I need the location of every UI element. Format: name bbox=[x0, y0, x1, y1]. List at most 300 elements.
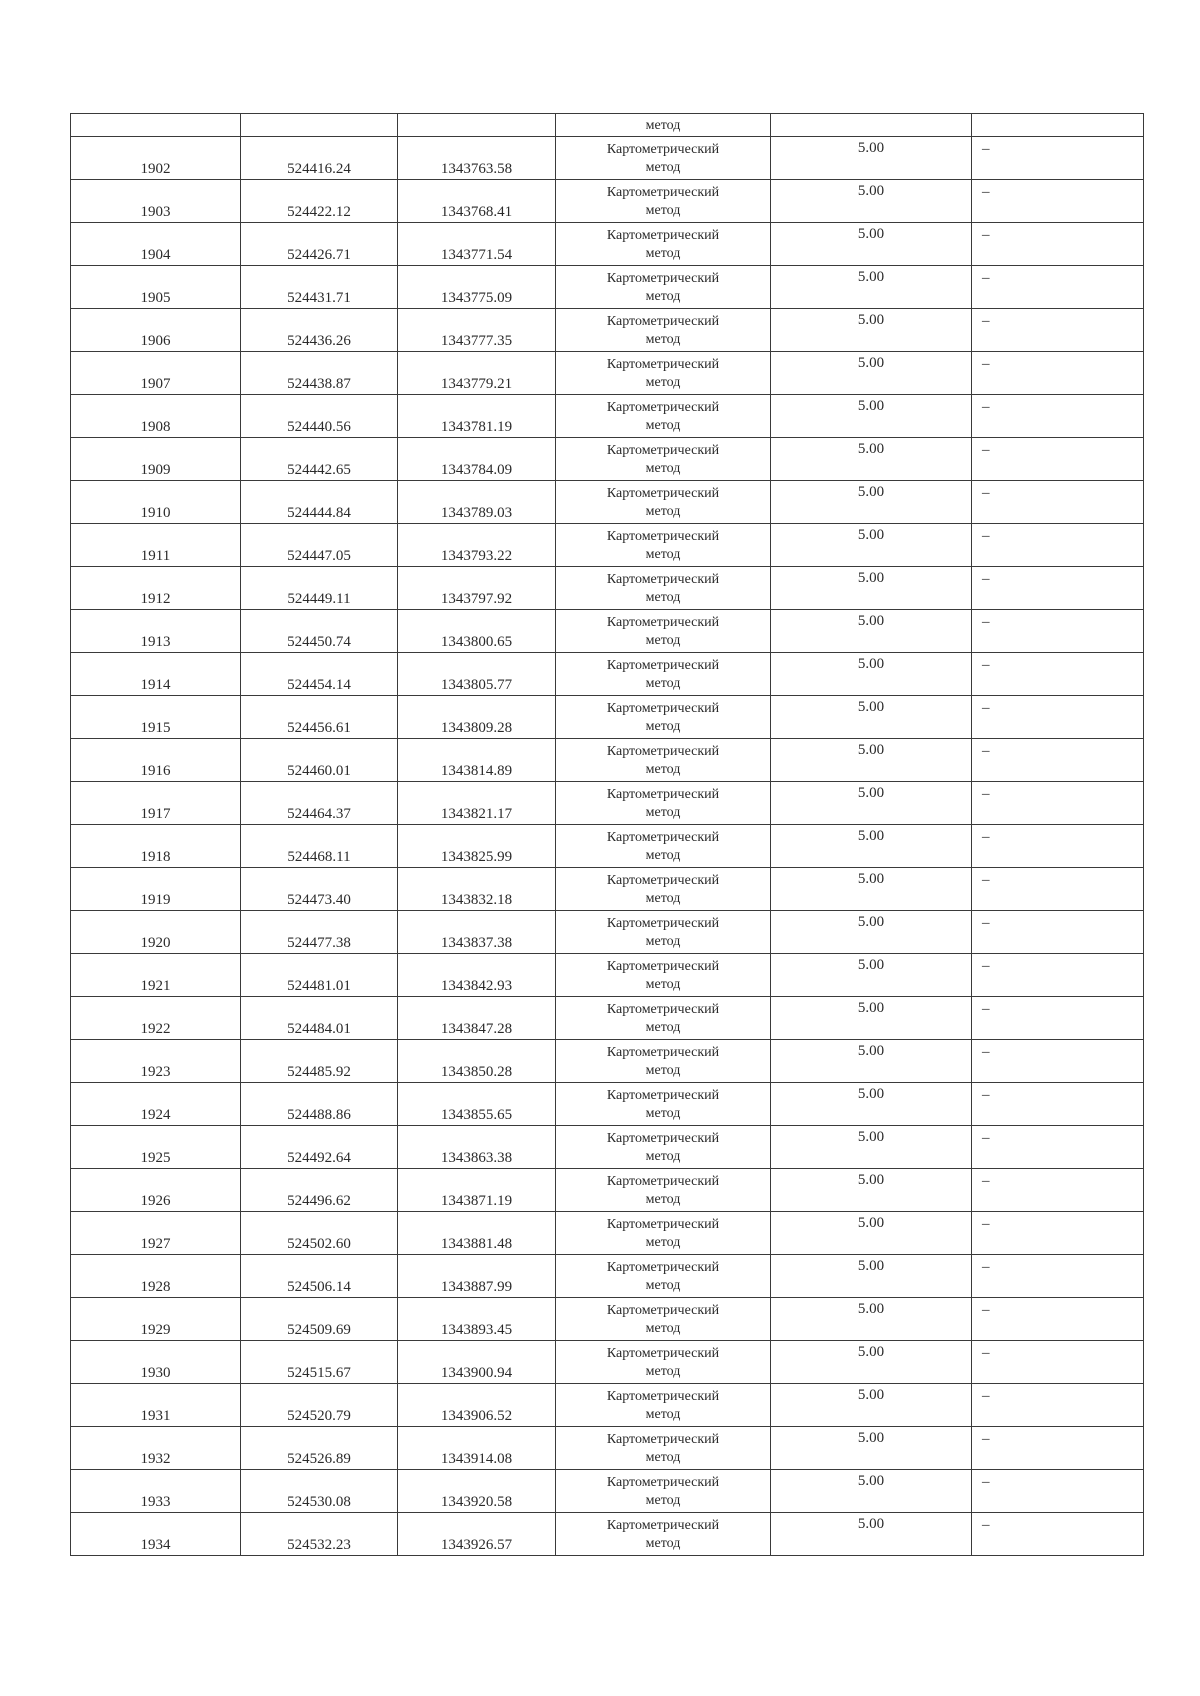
y-coordinate: 1343814.89 bbox=[440, 763, 513, 779]
method-line-1: Картометрический bbox=[606, 571, 720, 587]
table-row bbox=[71, 610, 1144, 653]
error-value: 5.00 bbox=[857, 785, 885, 801]
method-cell bbox=[556, 1513, 771, 1556]
point-number: 1914 bbox=[140, 677, 171, 693]
y-cell bbox=[398, 954, 556, 997]
note-cell bbox=[972, 438, 1144, 481]
point-number: 1912 bbox=[140, 591, 171, 607]
note-value: – bbox=[982, 700, 990, 716]
note-cell bbox=[972, 524, 1144, 567]
note-cell bbox=[972, 696, 1144, 739]
y-coordinate: 1343863.38 bbox=[440, 1150, 513, 1166]
error-value: 5.00 bbox=[857, 914, 885, 930]
y-cell bbox=[398, 137, 556, 180]
table-row bbox=[71, 1513, 1144, 1556]
y-coordinate: 1343763.58 bbox=[440, 161, 513, 177]
x-coordinate: 524509.69 bbox=[287, 1322, 351, 1338]
error-value: 5.00 bbox=[857, 441, 885, 457]
note-value: – bbox=[982, 614, 990, 630]
point-cell bbox=[71, 524, 241, 567]
method-line-2: метод bbox=[645, 976, 681, 992]
point-cell bbox=[71, 610, 241, 653]
table-row bbox=[71, 1427, 1144, 1470]
error-cell bbox=[771, 868, 972, 911]
error-cell bbox=[771, 309, 972, 352]
x-coordinate: 524422.12 bbox=[287, 204, 351, 220]
table-row bbox=[71, 1083, 1144, 1126]
table-row bbox=[71, 266, 1144, 309]
point-cell bbox=[71, 868, 241, 911]
error-value: 5.00 bbox=[857, 570, 885, 586]
error-cell bbox=[771, 1169, 972, 1212]
error-value: 5.00 bbox=[857, 1258, 885, 1274]
x-cell bbox=[241, 223, 398, 266]
method-cell bbox=[556, 1341, 771, 1384]
point-number: 1918 bbox=[140, 849, 171, 865]
method-cell bbox=[556, 696, 771, 739]
note-value: – bbox=[982, 958, 990, 974]
x-cell bbox=[241, 180, 398, 223]
note-value: – bbox=[982, 399, 990, 415]
method-line-1: Картометрический bbox=[606, 184, 720, 200]
y-cell bbox=[398, 997, 556, 1040]
point-number: 1904 bbox=[140, 247, 171, 263]
table-row bbox=[71, 1212, 1144, 1255]
note-value: – bbox=[982, 485, 990, 501]
point-cell bbox=[71, 1040, 241, 1083]
error-value: 5.00 bbox=[857, 1344, 885, 1360]
note-cell bbox=[972, 782, 1144, 825]
method-line-1: Картометрический bbox=[606, 958, 720, 974]
error-cell bbox=[771, 266, 972, 309]
note-value: – bbox=[982, 1302, 990, 1318]
x-cell bbox=[241, 395, 398, 438]
error-cell bbox=[771, 1341, 972, 1384]
error-value: 5.00 bbox=[857, 1301, 885, 1317]
point-number: 1927 bbox=[140, 1236, 171, 1252]
note-cell bbox=[972, 1083, 1144, 1126]
point-number: 1923 bbox=[140, 1064, 171, 1080]
x-coordinate: 524481.01 bbox=[287, 978, 351, 994]
x-coordinate: 524464.37 bbox=[287, 806, 351, 822]
x-coordinate: 524473.40 bbox=[287, 892, 351, 908]
note-cell bbox=[972, 610, 1144, 653]
point-cell bbox=[71, 309, 241, 352]
point-cell bbox=[71, 1083, 241, 1126]
table-row bbox=[71, 997, 1144, 1040]
point-number: 1915 bbox=[140, 720, 171, 736]
point-cell bbox=[71, 954, 241, 997]
note-value: – bbox=[982, 528, 990, 544]
method-line-2: метод bbox=[645, 503, 681, 519]
y-cell bbox=[398, 1126, 556, 1169]
table-row bbox=[71, 911, 1144, 954]
table-row bbox=[71, 1255, 1144, 1298]
y-coordinate: 1343809.28 bbox=[440, 720, 513, 736]
y-cell bbox=[398, 180, 556, 223]
table-row bbox=[71, 868, 1144, 911]
note-value: – bbox=[982, 1431, 990, 1447]
x-coordinate: 524444.84 bbox=[287, 505, 351, 521]
note-cell bbox=[972, 1470, 1144, 1513]
note-value: – bbox=[982, 270, 990, 286]
note-cell bbox=[972, 1427, 1144, 1470]
point-cell bbox=[71, 782, 241, 825]
error-value: 5.00 bbox=[857, 183, 885, 199]
error-value: 5.00 bbox=[857, 1086, 885, 1102]
y-coordinate: 1343855.65 bbox=[440, 1107, 513, 1123]
x-cell bbox=[241, 352, 398, 395]
method-cell bbox=[556, 1126, 771, 1169]
error-value: 5.00 bbox=[857, 1000, 885, 1016]
method-line-1: Картометрический bbox=[606, 1431, 720, 1447]
x-coordinate: 524440.56 bbox=[287, 419, 351, 435]
error-cell bbox=[771, 395, 972, 438]
note-cell bbox=[972, 1513, 1144, 1556]
error-value: 5.00 bbox=[857, 1172, 885, 1188]
y-cell bbox=[398, 825, 556, 868]
x-cell bbox=[241, 911, 398, 954]
note-cell bbox=[972, 266, 1144, 309]
method-cell bbox=[556, 1212, 771, 1255]
error-value: 5.00 bbox=[857, 699, 885, 715]
method-line-2: метод bbox=[645, 1363, 681, 1379]
error-cell bbox=[771, 1513, 972, 1556]
note-cell bbox=[972, 1298, 1144, 1341]
x-coordinate: 524520.79 bbox=[287, 1408, 351, 1424]
method-line-2: метод bbox=[645, 546, 681, 562]
x-cell bbox=[241, 137, 398, 180]
method-cell bbox=[556, 481, 771, 524]
method-line-1: Картометрический bbox=[606, 1345, 720, 1361]
x-cell bbox=[241, 997, 398, 1040]
y-cell bbox=[398, 481, 556, 524]
method-cell bbox=[556, 1298, 771, 1341]
x-coordinate: 524485.92 bbox=[287, 1064, 351, 1080]
x-cell bbox=[241, 524, 398, 567]
table-row bbox=[71, 1298, 1144, 1341]
point-number: 1902 bbox=[140, 161, 171, 177]
y-cell bbox=[398, 352, 556, 395]
method-cell bbox=[556, 223, 771, 266]
error-value: 5.00 bbox=[857, 613, 885, 629]
y-cell bbox=[398, 309, 556, 352]
error-value: 5.00 bbox=[857, 226, 885, 242]
note-value: – bbox=[982, 141, 990, 157]
point-cell bbox=[71, 114, 241, 137]
point-cell bbox=[71, 1126, 241, 1169]
method-line-1: Картометрический bbox=[606, 227, 720, 243]
error-cell bbox=[771, 997, 972, 1040]
x-cell bbox=[241, 481, 398, 524]
x-coordinate: 524530.08 bbox=[287, 1494, 351, 1510]
error-cell bbox=[771, 1470, 972, 1513]
y-coordinate: 1343771.54 bbox=[440, 247, 513, 263]
note-value: – bbox=[982, 829, 990, 845]
error-value: 5.00 bbox=[857, 312, 885, 328]
y-coordinate: 1343914.08 bbox=[440, 1451, 513, 1467]
point-number: 1919 bbox=[140, 892, 171, 908]
note-cell bbox=[972, 1169, 1144, 1212]
error-value: 5.00 bbox=[857, 1387, 885, 1403]
error-cell bbox=[771, 610, 972, 653]
point-cell bbox=[71, 1384, 241, 1427]
method-line-1: Картометрический bbox=[606, 1216, 720, 1232]
y-coordinate: 1343837.38 bbox=[440, 935, 513, 951]
table-row bbox=[71, 1040, 1144, 1083]
x-cell bbox=[241, 1040, 398, 1083]
table-row bbox=[71, 1341, 1144, 1384]
error-value: 5.00 bbox=[857, 742, 885, 758]
error-value: 5.00 bbox=[857, 1430, 885, 1446]
table-row bbox=[71, 223, 1144, 266]
method-cell bbox=[556, 1255, 771, 1298]
note-cell bbox=[972, 1212, 1144, 1255]
error-cell bbox=[771, 739, 972, 782]
point-cell bbox=[71, 1255, 241, 1298]
point-number: 1926 bbox=[140, 1193, 171, 1209]
y-coordinate: 1343781.19 bbox=[440, 419, 513, 435]
error-cell bbox=[771, 1255, 972, 1298]
x-coordinate: 524515.67 bbox=[287, 1365, 351, 1381]
y-coordinate: 1343825.99 bbox=[440, 849, 513, 865]
note-cell bbox=[972, 868, 1144, 911]
method-cell bbox=[556, 1040, 771, 1083]
note-value: – bbox=[982, 872, 990, 888]
error-cell bbox=[771, 1040, 972, 1083]
x-coordinate: 524436.26 bbox=[287, 333, 351, 349]
coordinates-table bbox=[70, 113, 1144, 1556]
method-line-2: метод bbox=[645, 847, 681, 863]
method-cell bbox=[556, 825, 771, 868]
y-cell bbox=[398, 610, 556, 653]
method-line-2: метод bbox=[645, 245, 681, 261]
method-line-1: Картометрический bbox=[606, 657, 720, 673]
y-coordinate: 1343900.94 bbox=[440, 1365, 513, 1381]
point-number: 1913 bbox=[140, 634, 171, 650]
method-cell bbox=[556, 352, 771, 395]
y-cell bbox=[398, 438, 556, 481]
x-coordinate: 524484.01 bbox=[287, 1021, 351, 1037]
x-coordinate: 524447.05 bbox=[287, 548, 351, 564]
point-cell bbox=[71, 223, 241, 266]
method-line-2: метод bbox=[645, 1105, 681, 1121]
note-cell bbox=[972, 567, 1144, 610]
x-coordinate: 524426.71 bbox=[287, 247, 351, 263]
note-value: – bbox=[982, 1130, 990, 1146]
method-line-2: метод bbox=[645, 374, 681, 390]
x-cell bbox=[241, 1513, 398, 1556]
point-number: 1917 bbox=[140, 806, 171, 822]
error-value: 5.00 bbox=[857, 957, 885, 973]
note-value: – bbox=[982, 1388, 990, 1404]
method-line-2: метод bbox=[645, 1406, 681, 1422]
point-cell bbox=[71, 1341, 241, 1384]
error-value: 5.00 bbox=[857, 398, 885, 414]
note-value: – bbox=[982, 915, 990, 931]
error-cell bbox=[771, 696, 972, 739]
error-cell bbox=[771, 1212, 972, 1255]
y-coordinate: 1343850.28 bbox=[440, 1064, 513, 1080]
point-number: 1906 bbox=[140, 333, 171, 349]
note-cell bbox=[972, 954, 1144, 997]
y-cell bbox=[398, 1427, 556, 1470]
x-cell bbox=[241, 1126, 398, 1169]
method-line-2: метод bbox=[645, 1234, 681, 1250]
point-cell bbox=[71, 481, 241, 524]
table-row bbox=[71, 739, 1144, 782]
method-line-1: Картометрический bbox=[606, 313, 720, 329]
method-line-1: Картометрический bbox=[606, 743, 720, 759]
x-coordinate: 524468.11 bbox=[287, 849, 351, 865]
x-cell bbox=[241, 1427, 398, 1470]
method-line-1: Картометрический bbox=[606, 1001, 720, 1017]
method-line-1: Картометрический bbox=[606, 700, 720, 716]
method-line-1: Картометрический bbox=[606, 485, 720, 501]
method-cell bbox=[556, 782, 771, 825]
error-value: 5.00 bbox=[857, 269, 885, 285]
table-row bbox=[71, 954, 1144, 997]
x-cell bbox=[241, 1169, 398, 1212]
y-cell bbox=[398, 1298, 556, 1341]
method-cell bbox=[556, 868, 771, 911]
method-line-2: метод bbox=[645, 1492, 681, 1508]
y-coordinate: 1343887.99 bbox=[440, 1279, 513, 1295]
method-line-2: метод bbox=[645, 1449, 681, 1465]
continued-row bbox=[71, 114, 1144, 137]
y-cell bbox=[398, 1513, 556, 1556]
table-row bbox=[71, 137, 1144, 180]
y-cell bbox=[398, 1470, 556, 1513]
error-value: 5.00 bbox=[857, 871, 885, 887]
y-coordinate: 1343800.65 bbox=[440, 634, 513, 650]
x-cell bbox=[241, 954, 398, 997]
method-line-2: метод bbox=[645, 718, 681, 734]
method-line-1: Картометрический bbox=[606, 399, 720, 415]
point-number: 1911 bbox=[140, 548, 171, 564]
x-coordinate: 524449.11 bbox=[287, 591, 351, 607]
method-line-1: Картометрический bbox=[606, 614, 720, 630]
method-cell bbox=[556, 610, 771, 653]
note-value: – bbox=[982, 313, 990, 329]
error-value: 5.00 bbox=[857, 140, 885, 156]
error-value: 5.00 bbox=[857, 527, 885, 543]
y-cell bbox=[398, 1212, 556, 1255]
error-cell bbox=[771, 114, 972, 137]
method-line-2: метод bbox=[645, 804, 681, 820]
method-line-1: Картометрический bbox=[606, 786, 720, 802]
y-coordinate: 1343871.19 bbox=[440, 1193, 513, 1209]
y-coordinate: 1343775.09 bbox=[440, 290, 513, 306]
method-line-1: Картометрический bbox=[606, 915, 720, 931]
table-row bbox=[71, 653, 1144, 696]
y-coordinate: 1343777.35 bbox=[440, 333, 513, 349]
y-coordinate: 1343789.03 bbox=[440, 505, 513, 521]
x-coordinate: 524431.71 bbox=[287, 290, 351, 306]
note-value: – bbox=[982, 356, 990, 372]
note-cell bbox=[972, 180, 1144, 223]
note-cell bbox=[972, 309, 1144, 352]
error-cell bbox=[771, 782, 972, 825]
point-number: 1920 bbox=[140, 935, 171, 951]
note-cell bbox=[972, 1384, 1144, 1427]
error-cell bbox=[771, 438, 972, 481]
y-coordinate: 1343779.21 bbox=[440, 376, 513, 392]
error-value: 5.00 bbox=[857, 1473, 885, 1489]
table-row bbox=[71, 1169, 1144, 1212]
method-line-2: метод bbox=[645, 1191, 681, 1207]
error-cell bbox=[771, 1083, 972, 1126]
y-coordinate: 1343793.22 bbox=[440, 548, 513, 564]
x-coordinate: 524526.89 bbox=[287, 1451, 351, 1467]
error-cell bbox=[771, 481, 972, 524]
method-cell bbox=[556, 954, 771, 997]
x-cell bbox=[241, 696, 398, 739]
point-number: 1922 bbox=[140, 1021, 171, 1037]
point-number: 1909 bbox=[140, 462, 171, 478]
note-value: – bbox=[982, 1216, 990, 1232]
y-cell bbox=[398, 696, 556, 739]
point-number: 1910 bbox=[140, 505, 171, 521]
method-cell bbox=[556, 309, 771, 352]
method-cell bbox=[556, 438, 771, 481]
x-cell bbox=[241, 868, 398, 911]
method-cell bbox=[556, 137, 771, 180]
point-number: 1924 bbox=[140, 1107, 171, 1123]
method-line-1: Картометрический bbox=[606, 1259, 720, 1275]
method-cell bbox=[556, 1384, 771, 1427]
y-cell bbox=[398, 395, 556, 438]
note-value: – bbox=[982, 1517, 990, 1533]
method-line-2: метод bbox=[645, 159, 681, 175]
error-cell bbox=[771, 1384, 972, 1427]
x-cell bbox=[241, 1384, 398, 1427]
point-cell bbox=[71, 180, 241, 223]
note-cell bbox=[972, 1126, 1144, 1169]
error-cell bbox=[771, 954, 972, 997]
x-cell bbox=[241, 610, 398, 653]
method-line-2: метод bbox=[645, 890, 681, 906]
y-cell bbox=[398, 223, 556, 266]
y-cell bbox=[398, 1341, 556, 1384]
method-line-1: Картометрический bbox=[606, 356, 720, 372]
x-cell bbox=[241, 567, 398, 610]
point-cell bbox=[71, 1470, 241, 1513]
table-row bbox=[71, 825, 1144, 868]
y-cell bbox=[398, 653, 556, 696]
y-coordinate: 1343821.17 bbox=[440, 806, 513, 822]
y-cell bbox=[398, 1040, 556, 1083]
method-line-1: Картометрический bbox=[606, 1130, 720, 1146]
point-number: 1903 bbox=[140, 204, 171, 220]
method-line-2: метод bbox=[645, 1535, 681, 1551]
error-cell bbox=[771, 653, 972, 696]
method-cell bbox=[556, 1083, 771, 1126]
table-row bbox=[71, 481, 1144, 524]
point-cell bbox=[71, 1298, 241, 1341]
error-value: 5.00 bbox=[857, 828, 885, 844]
table-row bbox=[71, 782, 1144, 825]
error-cell bbox=[771, 1427, 972, 1470]
y-coordinate: 1343784.09 bbox=[440, 462, 513, 478]
point-cell bbox=[71, 825, 241, 868]
point-cell bbox=[71, 1513, 241, 1556]
error-value: 5.00 bbox=[857, 1129, 885, 1145]
note-cell bbox=[972, 114, 1144, 137]
x-cell bbox=[241, 782, 398, 825]
note-cell bbox=[972, 223, 1144, 266]
method-cell bbox=[556, 114, 771, 137]
